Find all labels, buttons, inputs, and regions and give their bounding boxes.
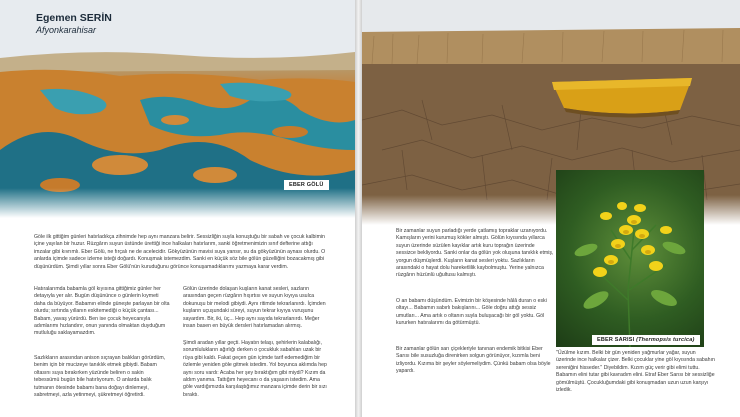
left-col1-paragraph-2: Sazlıkların arasından anison sıçrayan balıkları görürdüm, benim için bir mucizeye tanıklık etmek gibiydi. Babam oltasını suya bırakırken yüzünde beliren o sakin tebessümü bugün bile hatırlıyorum. O anlarda balık tutmanın ötesinde babamı bana doğayı dinlemeyi, sabretmeyi, azla yetinmeyi, şükretmeyi öğretirdi. xyxy=(34,355,166,399)
flower-caption-name: EBER SARISI xyxy=(597,337,635,343)
right-col1-paragraph-2: O an babamı düşündüm. Evimizin bir köşesinde hâlâ duran o eski oltayı... Babamın sabırlı bakışlarını... Göle doğru attığı sessiz umutları... Ama artık o oltanın suyla buluşacağı bir göl yoktu. Göl kururken hatıralarımı da götürmüştü. xyxy=(396,298,547,327)
lake-photo-caption: EBER GÖLÜ xyxy=(284,180,329,190)
intro-paragraph: Göle ilk gittiğim günleri hatırladıkça zihnimde hep aynı manzara belirir. Sessizliğin suyla konuştuğu bir sabah ve çocuk kalbimin içine yayılan bir huzur. Rüzgârın suyun üstünde ürettiği ince halkaları hatırlarım, sanki öğretmenimizin sınıf defterine attığı imzalar gibi kıvrımlı. Eber Gölü, ne fırçalı ne de acelecidir. Gökyüzünün mavisi suya yansır, su da gökyüzünün aynası olurdu. O anlarda içimde sadece izleme isteği doğardı. Konuşmak istemezdim. Sanki en küçük söz bile gölün güzelliğini bozacakmış gibi düşünürdüm. Şimdi yıllar sonra Eber Gölü'nün kuruduğunu görünce konuşamadıklarımı yazmaya karar verdim. xyxy=(34,234,326,270)
left-col2-paragraph-1: Gölün üzerinde dolaşan kuşların kanat sesleri, sazların arasından geçen rüzgârın hışırtısı ve suyun kıyıya usulca dokunuşu bir melodi gibiydi. Aynı ritimde tekrarlanırdı. İçimden kuşların uçuşundaki süreyi, suyun tekrar kıyıya vuruşunu sayardım. Bir, iki, üç... Hep aynı sayıda tekrarlanırdı. Meğer insan basen en büyük dersleri hatırlamadan alırmış. xyxy=(183,286,326,330)
right-col2-paragraph: "Üzülme kızım. Belki bir gün yeniden yağmurlar yağar, suyun üzerinde ince halkalar çizer. Belki çocuklar yine göl kıyısında sabahın sereniğini hisseder." Diyebildim. Kızım güç verir gibi elimi tuttu. Babamın elini tutar gibi kavradım elini. Etraf Eber Sarısı bir sessizliğe gömülmüştü. Çocukluğumdaki gibi konuşmadan uzun uzun karşıyı izledik. xyxy=(556,350,715,394)
author-name: Egemen SERİN xyxy=(36,12,112,24)
right-col1-paragraph-3: Bir zamanlar gölün sarı çiçekleriyle tanınan endemik bitkisi Eber Sarısı bile susuzluğa direnirken solgun görünüyor, kızımla beni izliyordu. Kızıma bir şeyler söylemeliydim. Çünkü babam olsa böyle yapardı. xyxy=(396,346,551,375)
book-gutter xyxy=(355,0,362,417)
flower-illustration xyxy=(556,170,704,347)
left-col2-paragraph-2: Şimdi aradan yıllar geçti. Hayatın telaşı, şehirlerin kalabalığı, sorumlulukların ağırlığı derken o çocukluk sabahları uzak bir rüya gibi kaldı. Fakat geçen gün içimde tarif edemediğim bir özlemle yeniden göle gitmek istedim. Yol boyunca aklımda hep aynı soru vardı: Acaba her şey bıraktığım gibi miydi? Kızım da aldım yanıma. Tattığım heyecanı o da yaşasın istedim. Ama göle vardığımızda karşılaştığımız manzara içimde derin bir sızı bıraktı. xyxy=(183,340,327,398)
flower-caption-latin: (Thermopsis turcica) xyxy=(636,337,695,343)
right-col1-paragraph-1: Bir zamanlar suyun parladığı yerde çatlamış topraklar uzanıyordu. Kamışların yerini kurumuş kökler almıştı. Gölün kıyısında yıllarca suyun üzerinde süzülen kayıklar artık kuru toprağın üzerinde sessizce bekliyordu. Sanki onlar da gölün yok oluşuna tanıklık etmiş, yorgun düşmüşlerdi. Kuşların kanat sesleri yoktu. Sazlıkların arasındaki o hayat dolu hareketlilik kaybolmuştu. Yerine yalnızca rüzgârın hüzünlü uğultusu kalmıştı. xyxy=(396,228,554,279)
flower-photo-caption xyxy=(592,335,700,345)
photo-fade xyxy=(0,188,355,218)
left-col1-paragraph-1: Hatıralarımda babamla göl kıyısına gittiğimiz günler her detayıyla yer alır. Bugün düşününce o günlerin kıymeti daha da büyüyor. Babamın elinde güneşte parlayan bir olta olurdu; sırtında yıllanın eskitemediği o küçük çantası... Babam, yavaş yürürdü. Ben ise çocuk heyecanıyla adımlarımı hızlandırır, onun yanında olmaktan duyduğum mutluluğu saklayamazdım. xyxy=(34,286,170,337)
author-location: Afyonkarahisar xyxy=(36,25,97,35)
eber-sarisi-flower-photo xyxy=(556,170,704,347)
left-page xyxy=(0,0,355,417)
